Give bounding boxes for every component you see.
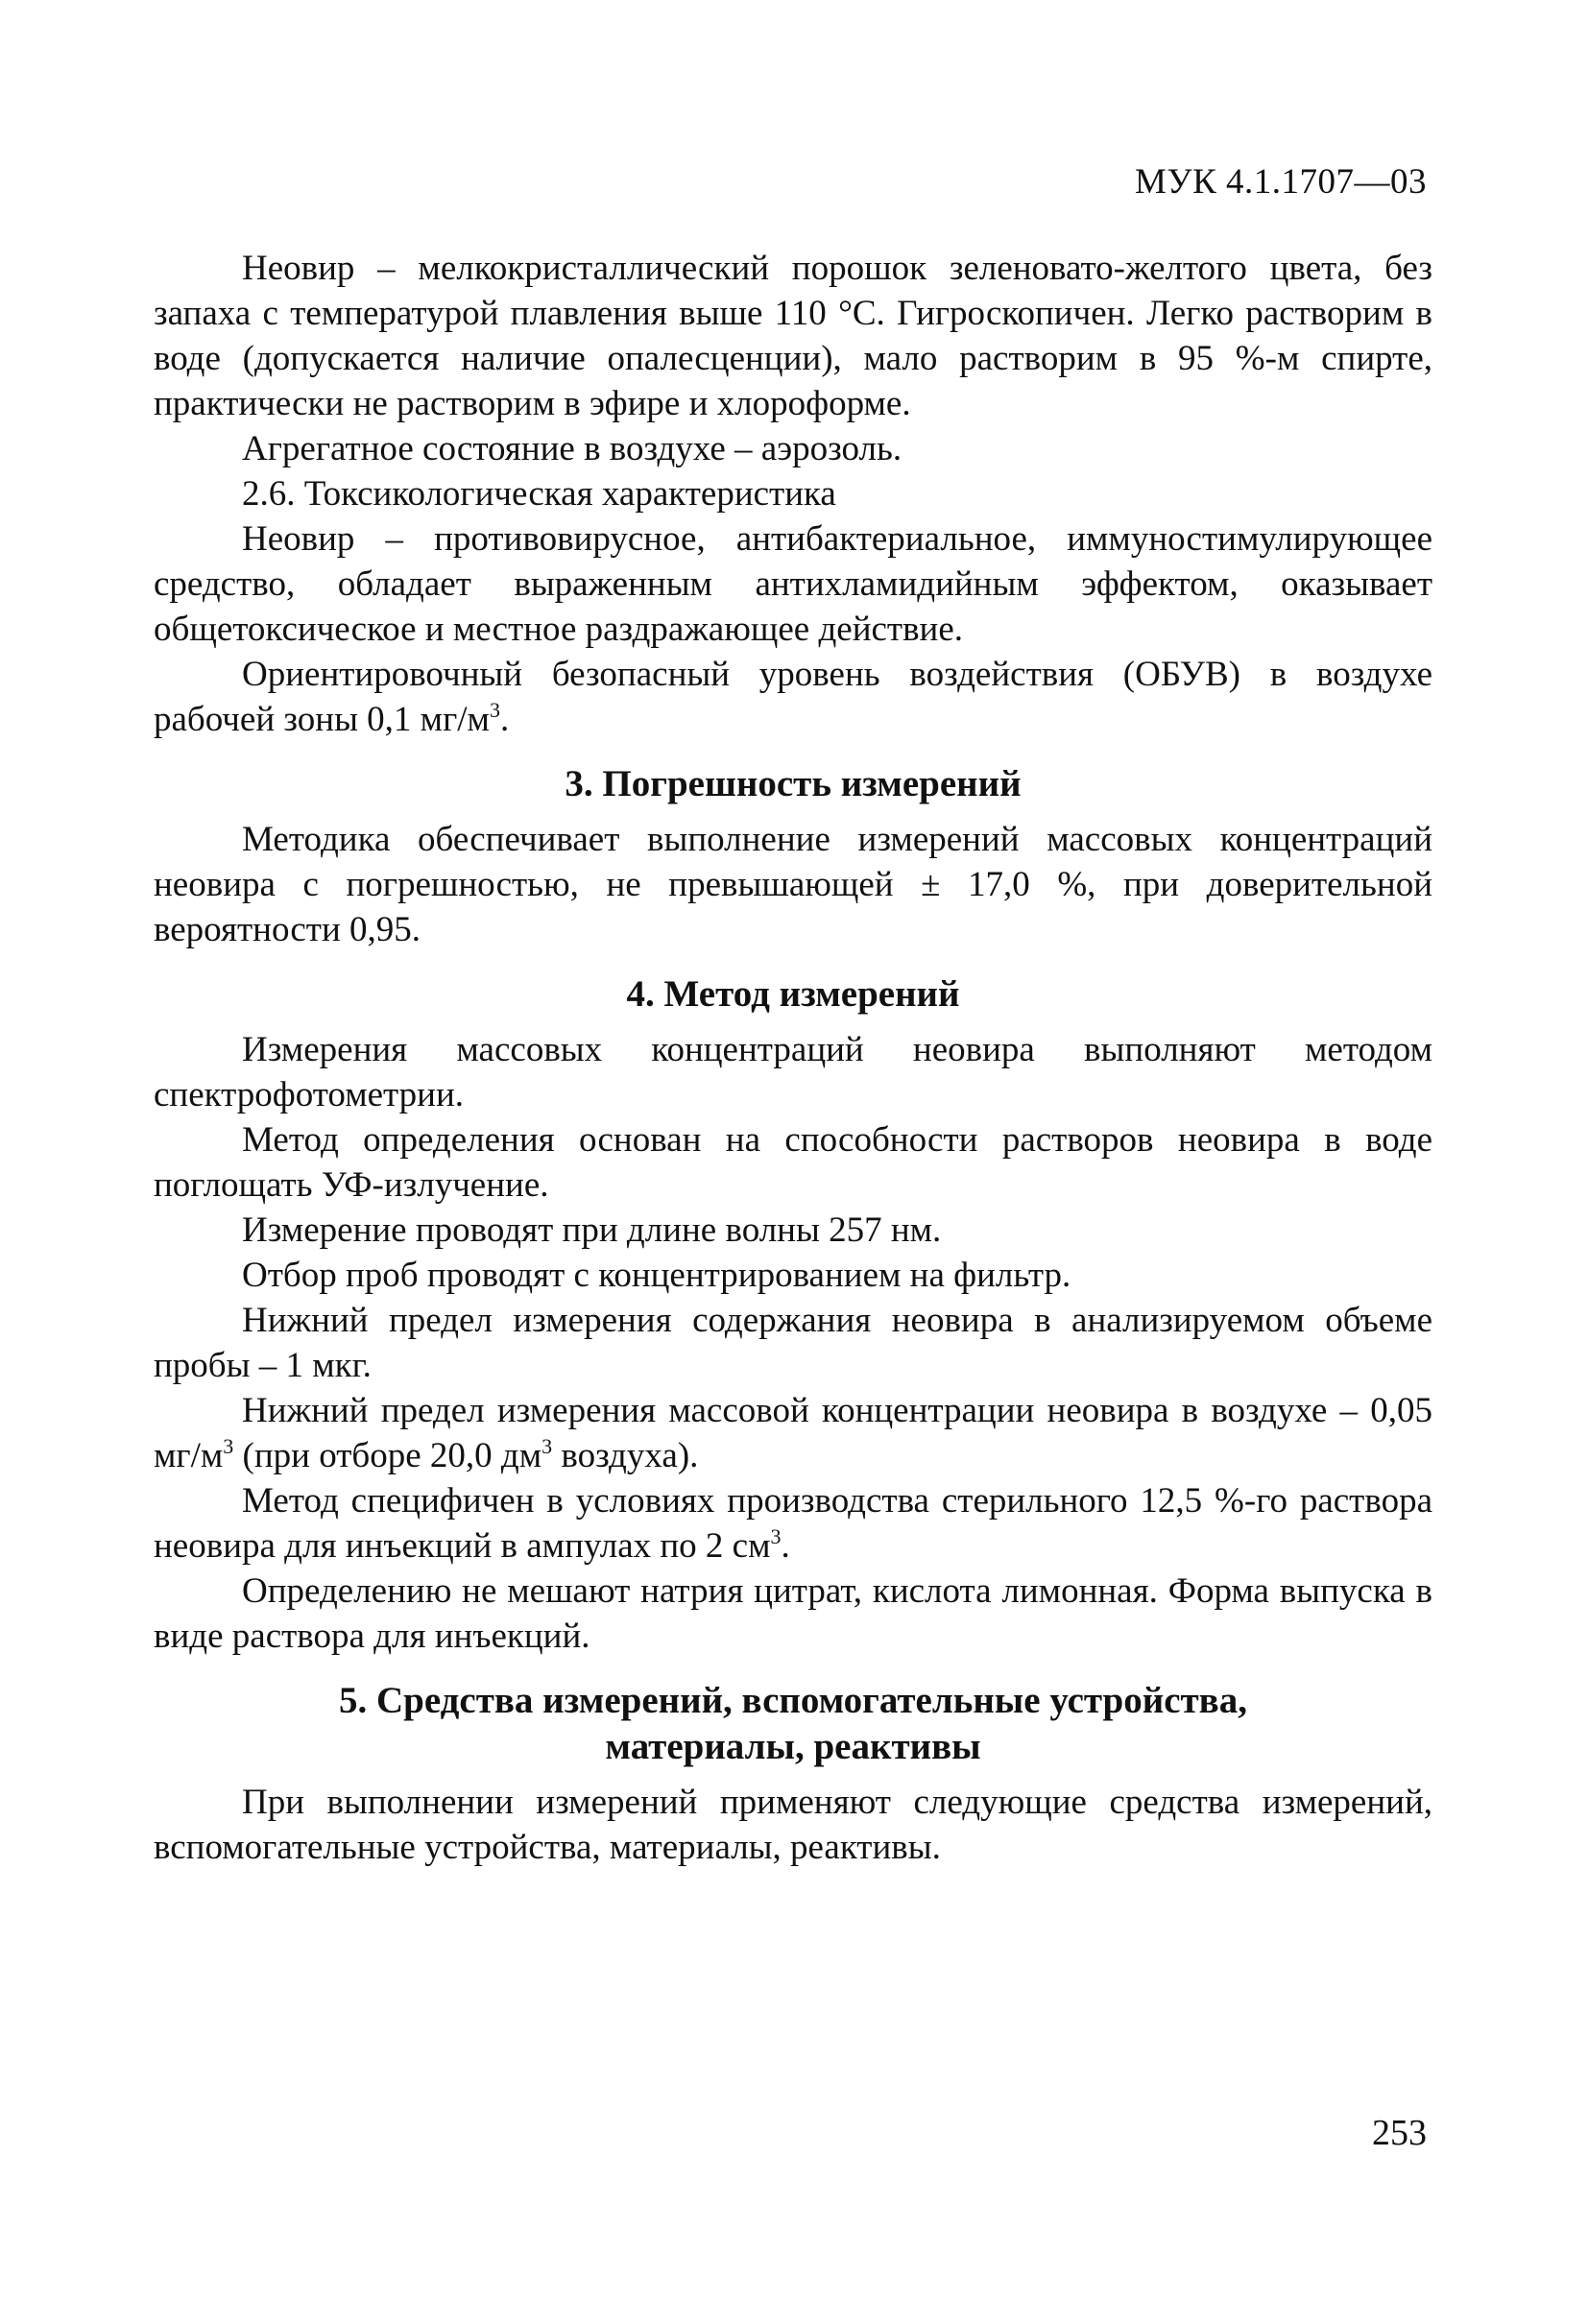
method-7-end: . (781, 1526, 790, 1566)
method-6-text-c: воздуха). (552, 1436, 699, 1475)
paragraph-method-4: Отбор проб проводят с концентрированием на фильтр. (242, 1256, 1071, 1295)
doc-code-header: МУК 4.1.1707—03 (1134, 162, 1427, 202)
paragraph-method-2: Метод определения основан на способности растворов неовира в воде поглощать УФ-излучение. (154, 1120, 1432, 1205)
method-6-sup-2: 3 (541, 1434, 553, 1458)
paragraph-aggregate-state: Агрегатное состояние в воздухе – аэрозоль. (242, 429, 902, 468)
paragraph-obuv (154, 652, 1432, 742)
paragraph-method-3: Измерение проводят при длине волны 257 нм. (242, 1210, 942, 1250)
page-body (154, 246, 1432, 1870)
paragraph-method-5: Нижний предел измерения содержания неовира в анализируемом объеме пробы – 1 мкг. (154, 1301, 1432, 1385)
paragraph-method-8: Определению не мешают натрия цитрат, кислота лимонная. Форма выпуска в виде раствора для инъекций. (154, 1571, 1432, 1656)
method-6-text-a: Нижний предел измерения массовой концентрации неовира в воздухе – 0,05 мг/м (154, 1391, 1432, 1475)
section-heading-error: 3. Погрешность измерений (565, 763, 1022, 804)
section-heading-instruments (154, 1678, 1432, 1770)
paragraph-method-6 (154, 1388, 1432, 1478)
paragraph-error: Методика обеспечивает выполнение измерений массовых концентраций неовира с погрешностью, не превышающей ± 17,0 %, при доверительной вероятности 0,95. (154, 820, 1432, 949)
paragraph-toxicology: Неовир – противовирусное, антибактериальное, иммуностимулирующее средство, обладает выраженным антихламидийным эффектом, оказывает общетоксическое и местное раздражающее действие. (154, 519, 1432, 649)
paragraph-instruments: При выполнении измерений применяют следующие средства измерений, вспомогательные устройства, материалы, реактивы. (154, 1783, 1432, 1867)
obuv-superscript: 3 (489, 698, 500, 722)
obuv-end: . (499, 700, 510, 739)
paragraph-method-1: Измерения массовых концентраций неовира выполняют методом спектрофотометрии. (154, 1030, 1432, 1114)
obuv-text: Ориентировочный безопасный уровень воздействия (ОБУВ) в воздухе рабочей зоны 0,1 мг/м (154, 655, 1432, 739)
method-6-text-b: (при отборе 20,0 дм (233, 1436, 542, 1475)
section-heading-method: 4. Метод измерений (626, 973, 960, 1015)
subsection-heading-toxicology: 2.6. Токсикологическая характеристика (242, 474, 836, 514)
instruments-title-line-2: материалы, реактивы (605, 1726, 981, 1767)
method-7-sup: 3 (770, 1524, 782, 1548)
method-7-text: Метод специфичен в условиях производства стерильного 12,5 %-го раствора неовира для инъекций в ампулах по 2 см (154, 1481, 1432, 1566)
page-number: 253 (1372, 2113, 1427, 2153)
method-6-sup-1: 3 (223, 1434, 234, 1458)
instruments-title-line-1: 5. Средства измерений, вспомогательные устройства, (339, 1680, 1247, 1721)
paragraph-method-7 (154, 1478, 1432, 1569)
paragraph-properties: Неовир – мелкокристаллический порошок зеленовато-желтого цвета, без запаха с температурой плавления выше 110 °С. Гигроскопичен. Легко растворим в воде (допускается наличие опалесценции), мало растворим в 95 %-м спирте, практически не растворим в эфире и хлороформе. (154, 249, 1432, 423)
